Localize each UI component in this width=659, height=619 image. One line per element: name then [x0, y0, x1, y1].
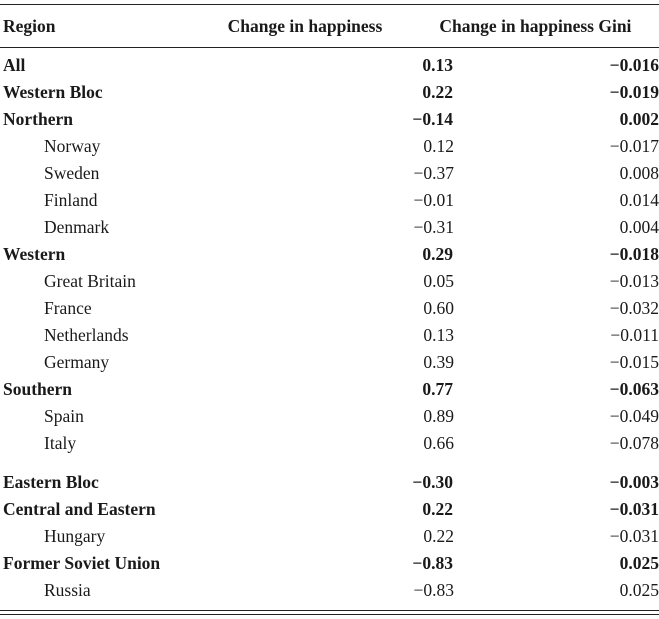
change-in-happiness-cell: −0.31 [413, 217, 454, 237]
table-header-row [0, 5, 659, 48]
change-in-happiness-cell: 0.22 [423, 526, 454, 546]
region-cell: All [3, 55, 26, 75]
change-in-happiness-gini-cell: −0.032 [609, 298, 659, 318]
table-row [0, 268, 659, 295]
region-cell: Hungary [44, 526, 106, 546]
table-row [0, 79, 659, 106]
region-cell: Western Bloc [3, 82, 103, 102]
region-cell: Denmark [44, 217, 110, 237]
table-row [0, 160, 659, 187]
change-in-happiness-gini-cell: 0.008 [619, 163, 659, 183]
change-in-happiness-gini-cell: −0.063 [609, 379, 659, 399]
table-bottom-rule [0, 610, 659, 611]
change-in-happiness-gini-cell: −0.031 [609, 499, 659, 519]
region-cell: Northern [3, 109, 73, 129]
table-row [0, 469, 659, 496]
header-region: Region [3, 15, 56, 36]
region-cell: Southern [3, 379, 73, 399]
change-in-happiness-cell: 0.29 [422, 244, 453, 264]
table-row [0, 214, 659, 241]
region-cell: Former Soviet Union [3, 553, 161, 573]
table-row [0, 430, 659, 457]
table-row [0, 577, 659, 604]
header-change-in-happiness: Change in happiness [227, 15, 383, 36]
change-in-happiness-cell: −0.01 [413, 190, 454, 210]
region-cell: Sweden [44, 163, 100, 183]
region-cell: Germany [44, 352, 110, 372]
change-in-happiness-gini-cell: −0.019 [609, 82, 659, 102]
region-cell: Italy [44, 433, 77, 453]
change-in-happiness-cell: −0.30 [412, 472, 453, 492]
change-in-happiness-gini-cell: −0.016 [609, 55, 659, 75]
header-change-in-happiness-gini: Change in happiness Gini [439, 15, 632, 36]
change-in-happiness-gini-cell: 0.025 [619, 580, 659, 600]
region-cell: Finland [44, 190, 98, 210]
table-row [0, 133, 659, 160]
region-cell: Spain [44, 406, 84, 426]
change-in-happiness-cell: 0.13 [423, 325, 454, 345]
change-in-happiness-gini-cell: −0.078 [609, 433, 659, 453]
region-cell: Norway [44, 136, 101, 156]
change-in-happiness-cell: −0.83 [413, 580, 454, 600]
region-cell: Netherlands [44, 325, 129, 345]
change-in-happiness-cell: −0.37 [413, 163, 454, 183]
change-in-happiness-cell: 0.13 [422, 55, 453, 75]
table-row [0, 403, 659, 430]
change-in-happiness-gini-cell: −0.015 [609, 352, 659, 372]
change-in-happiness-cell: 0.89 [423, 406, 454, 426]
change-in-happiness-cell: −0.83 [412, 553, 453, 573]
change-in-happiness-gini-cell: 0.025 [619, 553, 659, 573]
table-row [0, 241, 659, 268]
table-row [0, 322, 659, 349]
table-bottom-rule-double [0, 614, 659, 615]
region-cell: Great Britain [44, 271, 136, 291]
region-cell: Russia [44, 580, 91, 600]
change-in-happiness-gini-cell: −0.049 [609, 406, 659, 426]
table-row [0, 349, 659, 376]
table-row [0, 106, 659, 133]
change-in-happiness-cell: 0.22 [422, 82, 453, 102]
table-row [0, 52, 659, 79]
region-cell: France [44, 298, 92, 318]
change-in-happiness-gini-cell: −0.011 [610, 325, 659, 345]
change-in-happiness-cell: 0.22 [422, 499, 453, 519]
change-in-happiness-gini-cell: 0.002 [619, 109, 659, 129]
table-row [0, 376, 659, 403]
change-in-happiness-gini-cell: −0.013 [609, 271, 659, 291]
change-in-happiness-gini-cell: −0.003 [609, 472, 659, 492]
table-row [0, 550, 659, 577]
region-cell: Western [3, 244, 66, 264]
change-in-happiness-cell: 0.39 [423, 352, 454, 372]
change-in-happiness-cell: 0.05 [423, 271, 454, 291]
table-row [0, 496, 659, 523]
region-cell: Eastern Bloc [3, 472, 99, 492]
change-in-happiness-gini-cell: −0.031 [609, 526, 659, 546]
change-in-happiness-gini-cell: 0.014 [619, 190, 659, 210]
table-row [0, 187, 659, 214]
table-row [0, 295, 659, 322]
table-row [0, 523, 659, 550]
change-in-happiness-cell: 0.66 [423, 433, 454, 453]
change-in-happiness-cell: 0.60 [423, 298, 454, 318]
region-cell: Central and Eastern [3, 499, 156, 519]
change-in-happiness-cell: 0.77 [422, 379, 453, 399]
change-in-happiness-gini-cell: 0.004 [619, 217, 659, 237]
table-body [0, 48, 659, 604]
change-in-happiness-cell: 0.12 [423, 136, 454, 156]
change-in-happiness-gini-cell: −0.017 [609, 136, 659, 156]
change-in-happiness-cell: −0.14 [412, 109, 453, 129]
change-in-happiness-gini-cell: −0.018 [609, 244, 659, 264]
